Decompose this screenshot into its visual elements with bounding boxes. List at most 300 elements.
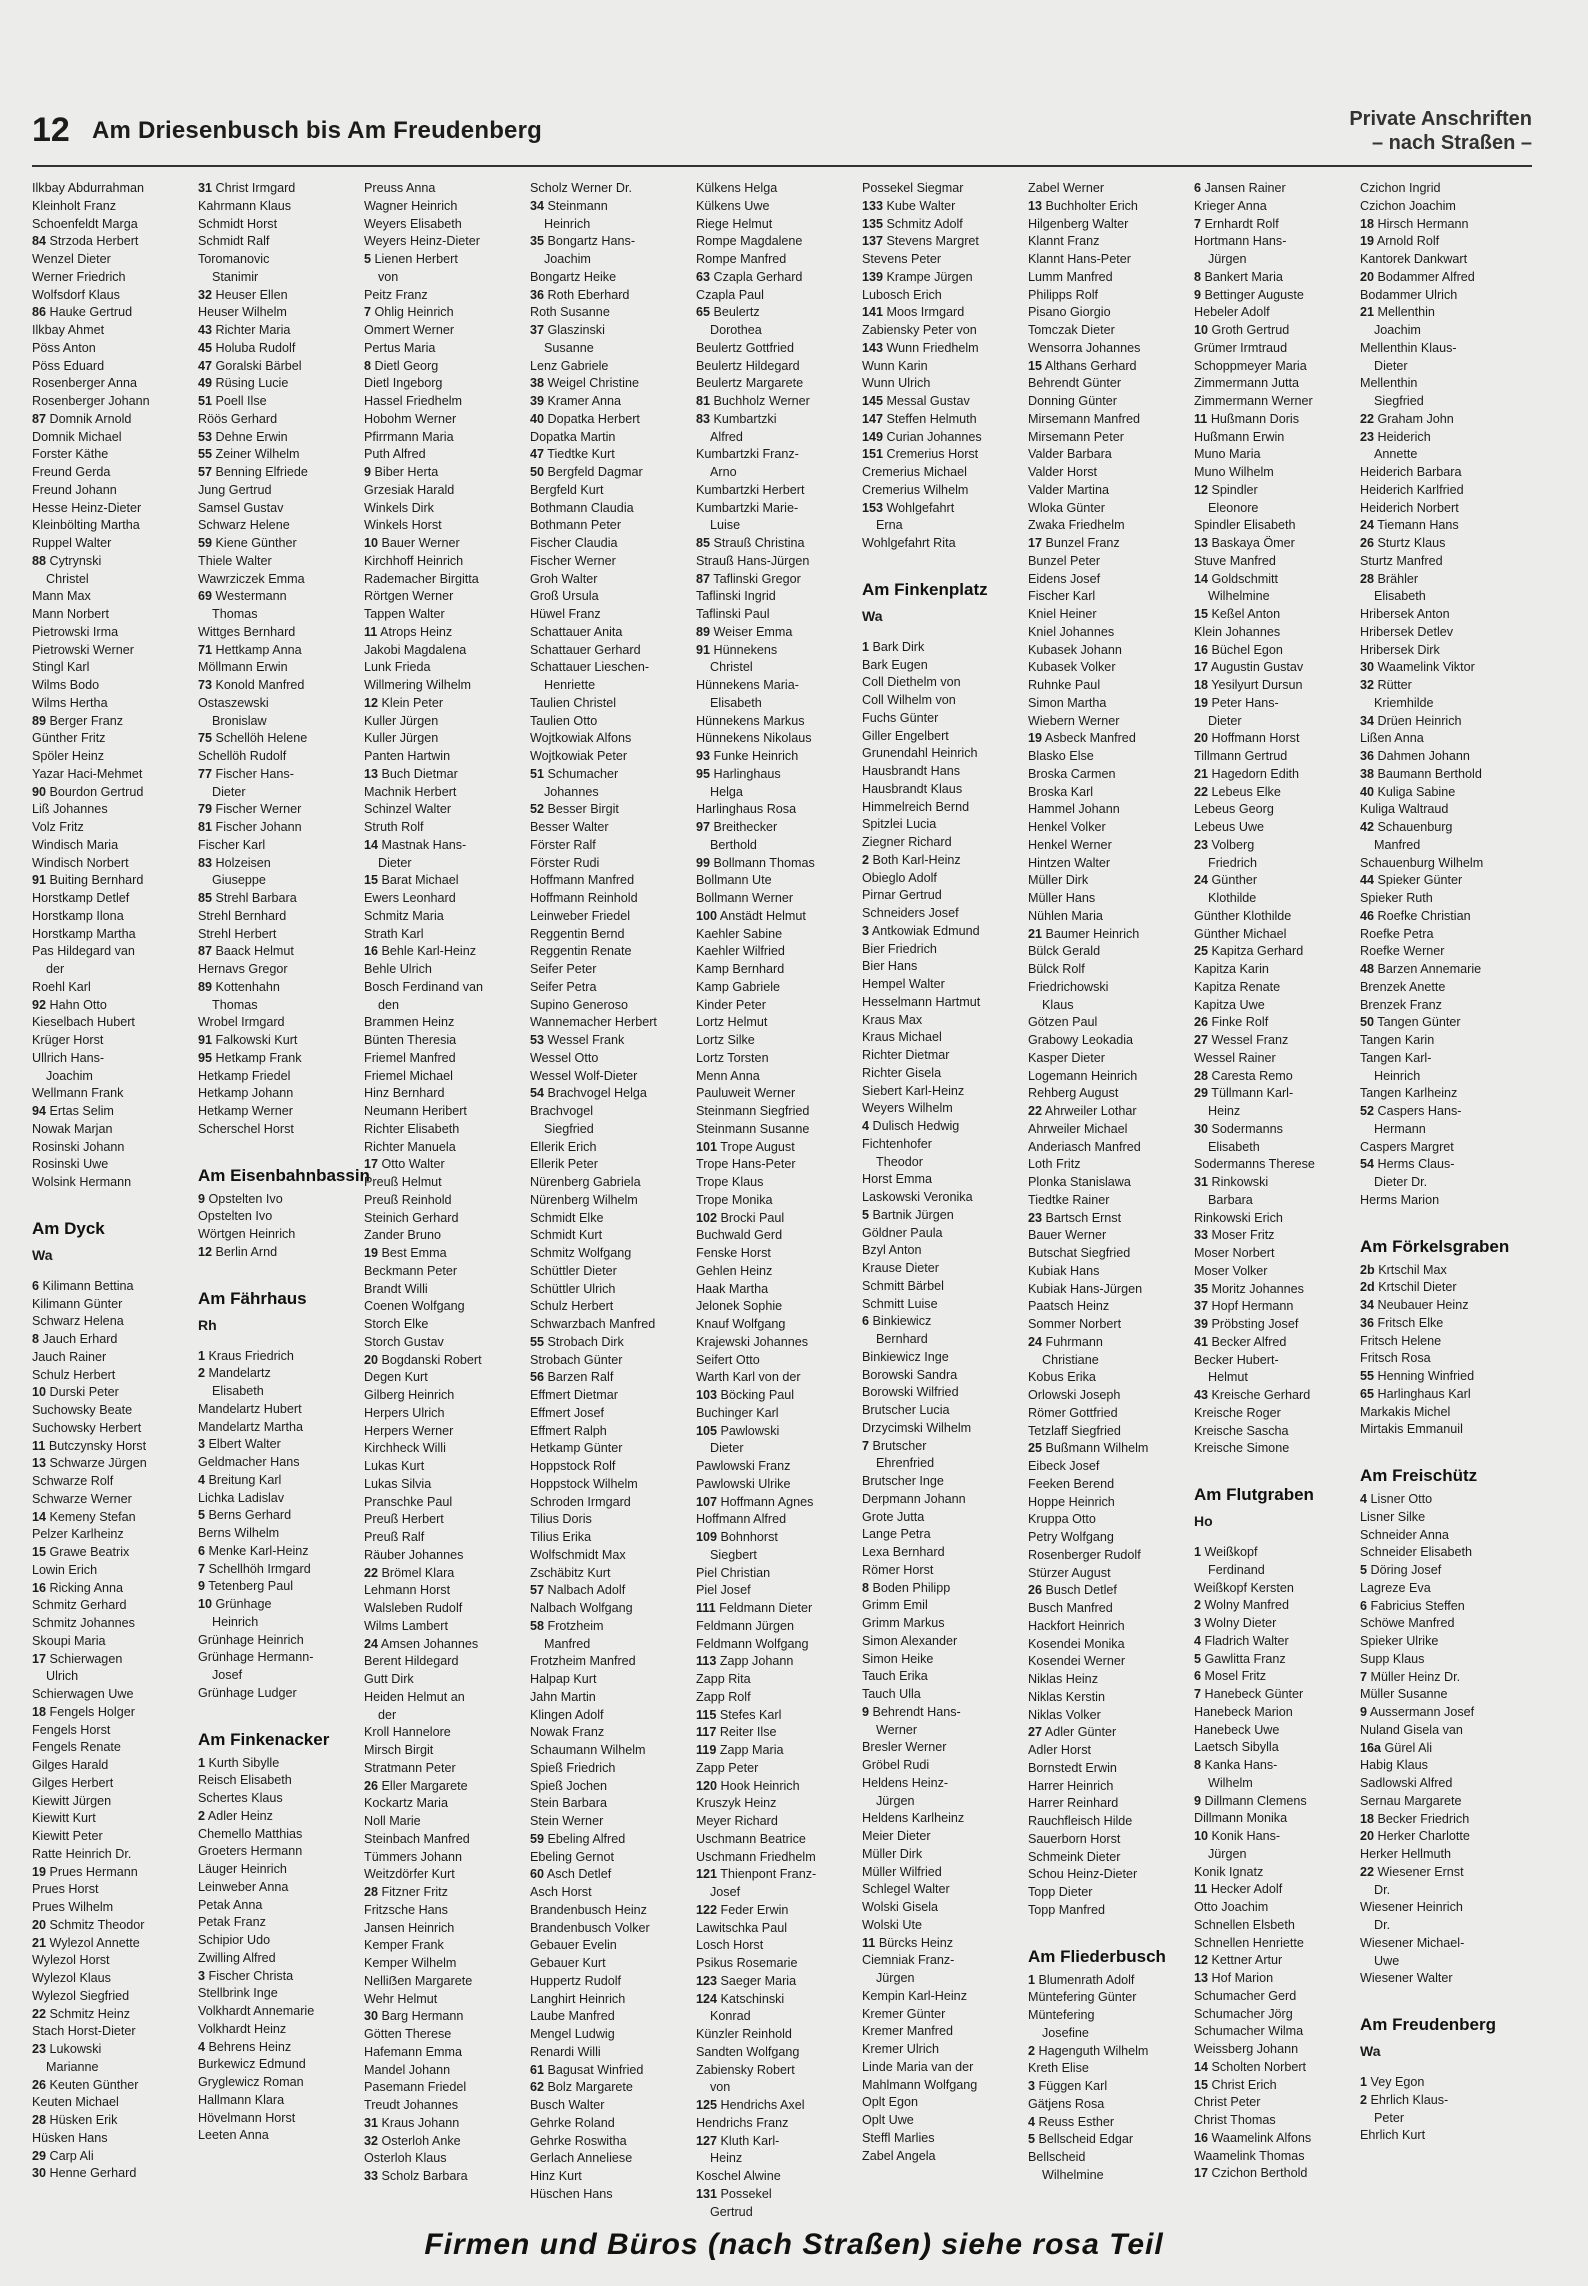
resident-entry: 20 Bodammer Alfred: [1360, 269, 1475, 284]
resident-entry: 9 Opstelten Ivo: [198, 1191, 283, 1206]
resident-entry: Seifert Otto: [696, 1352, 760, 1367]
column-4: [530, 180, 692, 2210]
resident-entry: Dillmann Monika: [1194, 1811, 1288, 1826]
house-number: 94: [32, 1104, 47, 1118]
resident-entry: Kiewitt Kurt: [32, 1811, 96, 1826]
resident-entry: Wunn Karin: [862, 358, 928, 373]
house-number: 149: [862, 429, 884, 444]
resident-entry: Burkewicz Edmund: [198, 2057, 306, 2072]
resident-entry: Jahn Martin: [530, 1689, 596, 1704]
house-number: 11: [1194, 1882, 1208, 1897]
resident-entry: Klein Johannes: [1194, 624, 1281, 639]
house-number: 81: [198, 820, 213, 834]
resident-entry: Hoffmann Manfred: [530, 873, 635, 888]
resident-entry: Valder Horst: [1028, 465, 1098, 479]
resident-entry: Grote Jutta: [862, 1509, 925, 1524]
resident-entry: Tiedtke Rainer: [1028, 1192, 1110, 1207]
house-number: 79: [198, 802, 213, 817]
resident-entry: Lukas Silvia: [364, 1476, 432, 1491]
resident-entry: Horstkamp Martha: [32, 926, 136, 941]
resident-entry: 19 Arnold Rolf: [1360, 234, 1440, 249]
resident-entry: Ahrweiler Michael: [1028, 1121, 1128, 1136]
resident-entry: 149 Curian Johannes: [862, 429, 982, 444]
resident-entry: 91 Falkowski Kurt: [198, 1033, 298, 1047]
resident-entry: Caspers Margret: [1360, 1139, 1454, 1154]
house-number: 8: [1194, 1758, 1202, 1772]
resident-entry: Gätjens Rosa: [1028, 2096, 1105, 2111]
resident-entry: 10 Groth Gertrud: [1194, 323, 1290, 337]
resident-entry: Schroden Irmgard: [530, 1494, 631, 1509]
resident-entry: Hempel Walter: [862, 977, 945, 991]
resident-entry: Jung Gertrud: [198, 482, 272, 497]
resident-entry: Hoppe Heinrich: [1028, 1494, 1115, 1509]
resident-entry: Loth Fritz: [1028, 1157, 1081, 1172]
resident-entry: 3 Wolny Dieter: [1194, 1616, 1277, 1630]
resident-entry: Piel Josef: [696, 1583, 751, 1598]
resident-entry: 19 Asbeck Manfred: [1028, 731, 1136, 746]
house-number: 16: [1194, 642, 1209, 657]
house-number: 9: [198, 1579, 206, 1594]
house-number: 5: [1028, 2132, 1036, 2147]
resident-entry: Windisch Maria: [32, 837, 119, 852]
resident-entry: Wiesener Heinrich: [1360, 1900, 1463, 1915]
resident-entry: Bothmann Claudia: [530, 500, 634, 515]
resident-entry: Tillmann Gertrud: [1194, 749, 1288, 763]
house-number: 65: [696, 305, 711, 320]
resident-entry: 8 Dietl Georg: [364, 358, 439, 373]
resident-entry: 30 Waamelink Viktor: [1360, 660, 1475, 675]
resident-entry: Kapitza Karin: [1194, 962, 1269, 976]
entry-continuation: Jürgen: [876, 1971, 915, 1985]
resident-entry: Giller Engelbert: [862, 728, 949, 743]
resident-entry: Klannt Hans-Peter: [1028, 252, 1131, 266]
resident-entry: Bongartz Heike: [530, 269, 617, 284]
house-number: 87: [32, 411, 47, 426]
resident-entry: Fichtenhofer: [862, 1136, 933, 1151]
resident-entry: Habig Klaus: [1360, 1758, 1428, 1773]
resident-entry: Ziegner Richard: [862, 835, 952, 849]
resident-entry: 25 Kapitza Gerhard: [1194, 944, 1304, 959]
resident-entry: Gryglewicz Roman: [198, 2075, 304, 2089]
house-number: 2d: [1360, 1280, 1375, 1295]
resident-entry: Heiderich Norbert: [1360, 500, 1459, 515]
page-header: [32, 105, 1532, 167]
resident-entry: Hetkamp Friedel: [198, 1068, 291, 1083]
resident-entry: 38 Baumann Berthold: [1360, 766, 1482, 781]
resident-entry: Kruppa Otto: [1028, 1512, 1096, 1527]
resident-entry: Dietl Ingeborg: [364, 376, 443, 391]
resident-entry: Riege Helmut: [696, 216, 773, 231]
resident-entry: Horst Emma: [862, 1172, 932, 1187]
resident-entry: Schnellen Henriette: [1194, 1935, 1304, 1950]
resident-entry: 28 Hüsken Erik: [32, 2113, 118, 2127]
resident-entry: Wilms Hertha: [32, 695, 108, 710]
resident-entry: Skoupi Maria: [32, 1633, 106, 1648]
resident-entry: Jelonek Sophie: [696, 1299, 783, 1314]
resident-entry: Göldner Paula: [862, 1225, 943, 1240]
house-number: 13: [1028, 198, 1043, 213]
resident-entry: Kiewitt Peter: [32, 1829, 103, 1843]
resident-entry: Waamelink Thomas: [1194, 2148, 1305, 2163]
entry-continuation: Dieter: [1208, 713, 1242, 728]
resident-entry: Herpers Werner: [364, 1423, 454, 1438]
resident-entry: Brandenbusch Heinz: [530, 1902, 647, 1917]
resident-entry: 4 Lisner Otto: [1360, 1492, 1433, 1506]
resident-entry: 7 Brutscher: [862, 1438, 927, 1453]
resident-entry: Lagreze Eva: [1360, 1580, 1431, 1595]
resident-entry: 20 Bogdanski Robert: [364, 1352, 482, 1367]
resident-entry: 40 Dopatka Herbert: [530, 411, 640, 426]
entry-continuation: Alfred: [710, 429, 743, 444]
resident-entry: Kremer Günter: [862, 2006, 946, 2021]
house-number: 100: [696, 908, 718, 923]
resident-entry: 59 Kiene Günther: [198, 536, 297, 550]
resident-entry: Hünnekens Nikolaus: [696, 731, 812, 746]
resident-entry: 84 Strzoda Herbert: [32, 234, 139, 249]
resident-entry: 133 Kube Walter: [862, 198, 956, 213]
resident-entry: Wohlgefahrt Rita: [862, 536, 956, 550]
resident-entry: 113 Zapp Johann: [696, 1654, 794, 1669]
resident-entry: Günther Klothilde: [1194, 908, 1292, 923]
entry-continuation: Siegfried: [1374, 394, 1424, 408]
resident-entry: Wilms Bodo: [32, 678, 100, 692]
house-number: 4: [198, 2039, 206, 2054]
resident-entry: Hobohm Werner: [364, 411, 457, 426]
resident-entry: Kirchheck Willi: [364, 1441, 446, 1456]
resident-entry: Brutscher Inge: [862, 1474, 944, 1488]
resident-entry: Tangen Karin: [1360, 1033, 1435, 1047]
resident-entry: Winkels Dirk: [364, 500, 434, 515]
resident-entry: Wolfschmidt Max: [530, 1547, 626, 1562]
house-number: 19: [1360, 234, 1375, 249]
resident-entry: Samsel Gustav: [198, 500, 284, 515]
resident-entry: 6 Mosel Fritz: [1194, 1669, 1267, 1684]
resident-entry: 36 Fritsch Elke: [1360, 1315, 1444, 1330]
resident-entry: Butschat Siegfried: [1028, 1246, 1131, 1260]
house-number: 120: [696, 1778, 718, 1793]
resident-entry: 1 Kraus Friedrich: [198, 1348, 294, 1363]
resident-entry: Konik Ignatz: [1194, 1864, 1264, 1879]
resident-entry: Hüwel Franz: [530, 607, 601, 621]
resident-entry: Harrer Heinrich: [1028, 1778, 1114, 1793]
house-number: 53: [198, 429, 213, 444]
resident-entry: Ellerik Peter: [530, 1157, 598, 1172]
house-number: 40: [530, 411, 545, 426]
resident-entry: 22 Ahrweiler Lothar: [1028, 1104, 1137, 1118]
house-number: 3: [1028, 2079, 1036, 2093]
resident-entry: Pfirrmann Maria: [364, 429, 454, 444]
section-label: [1349, 107, 1532, 155]
resident-entry: Scholz Werner Dr.: [530, 181, 632, 195]
resident-entry: 49 Rüsing Lucie: [198, 376, 289, 391]
resident-entry: Strehl Herbert: [198, 926, 277, 941]
resident-entry: Beckmann Peter: [364, 1263, 458, 1278]
house-number: 38: [1360, 766, 1375, 781]
resident-entry: 18 Fengels Holger: [32, 1704, 135, 1719]
house-number: 26: [1194, 1015, 1209, 1030]
entry-continuation: Dieter: [1374, 358, 1408, 373]
resident-entry: Kumbartzki Herbert: [696, 482, 805, 497]
resident-entry: Preuß Reinhold: [364, 1192, 452, 1207]
resident-entry: Brenzek Franz: [1360, 997, 1442, 1012]
resident-entry: Brandenbusch Volker: [530, 1920, 650, 1935]
resident-entry: Lisner Silke: [1360, 1509, 1426, 1524]
house-number: 7: [364, 305, 372, 320]
entry-continuation: Theodor: [876, 1154, 923, 1169]
resident-entry: Kroll Hannelore: [364, 1725, 451, 1740]
resident-entry: Werner Friedrich: [32, 269, 126, 284]
resident-entry: Wessel Otto: [530, 1050, 599, 1065]
resident-entry: Hövelmann Horst: [198, 2110, 296, 2125]
house-number: 18: [1194, 678, 1209, 692]
resident-entry: Blasko Else: [1028, 749, 1094, 763]
resident-entry: Volkhardt Heinz: [198, 2021, 287, 2036]
resident-entry: Hebeler Adolf: [1194, 305, 1270, 320]
resident-entry: 18 Becker Friedrich: [1360, 1811, 1470, 1826]
resident-entry: Hafemann Emma: [364, 2044, 462, 2059]
house-number: 87: [696, 571, 711, 586]
resident-entry: 11 Bürcks Heinz: [862, 1935, 954, 1950]
house-number: 7: [1360, 1669, 1368, 1684]
resident-entry: Coenen Wolfgang: [364, 1299, 465, 1314]
resident-entry: Lubosch Erich: [862, 287, 942, 302]
resident-entry: 87 Taflinski Gregor: [696, 571, 801, 586]
house-number: 85: [198, 891, 213, 905]
resident-entry: Mirsch Birgit: [364, 1743, 434, 1757]
resident-entry: 83 Kumbartzki: [696, 411, 777, 426]
district-code: Wa: [1360, 2043, 1381, 2059]
resident-entry: 23 Volberg: [1194, 837, 1255, 852]
resident-entry: Sandten Wolfgang: [696, 2044, 800, 2059]
house-number: 1: [1360, 2075, 1368, 2089]
house-number: 115: [696, 1707, 717, 1722]
house-number: 36: [1360, 749, 1375, 763]
resident-entry: Kapitza Renate: [1194, 979, 1281, 994]
resident-entry: Puth Alfred: [364, 447, 426, 462]
resident-entry: Wloka Günter: [1028, 500, 1105, 515]
resident-entry: 28 Brähler: [1360, 571, 1419, 586]
resident-entry: Kremer Ulrich: [862, 2042, 939, 2056]
resident-entry: 89 Kottenhahn: [198, 979, 280, 994]
district-code: Wa: [32, 1246, 53, 1263]
resident-entry: Kockartz Maria: [364, 1796, 448, 1811]
resident-entry: Steinich Gerhard: [364, 1210, 459, 1225]
resident-entry: Neumann Heribert: [364, 1104, 467, 1118]
resident-entry: Psikus Rosemarie: [696, 1956, 798, 1970]
resident-entry: 19 Peter Hans-: [1194, 695, 1279, 710]
resident-entry: 22 Brömel Klara: [364, 1565, 455, 1580]
street-heading: Am Eisenbahnbassin: [198, 1165, 370, 1185]
house-number: 90: [32, 784, 47, 799]
resident-entry: Volkhardt Annemarie: [198, 2004, 315, 2018]
resident-entry: 1 Vey Egon: [1360, 2075, 1425, 2089]
resident-entry: Gilberg Heinrich: [364, 1388, 455, 1402]
resident-entry: 30 Barg Hermann: [364, 2009, 464, 2024]
resident-entry: 51 Schumacher: [530, 766, 619, 781]
resident-entry: Obieglo Adolf: [862, 870, 937, 885]
resident-entry: Gerlach Anneliese: [530, 2151, 633, 2166]
resident-entry: Hernavs Gregor: [198, 962, 288, 976]
resident-entry: Zwilling Alfred: [198, 1950, 276, 1965]
resident-entry: Wunn Ulrich: [862, 376, 931, 391]
resident-entry: 27 Adler Günter: [1028, 1725, 1117, 1740]
resident-entry: Kiewitt Jürgen: [32, 1793, 112, 1808]
house-number: 6: [1194, 1669, 1202, 1684]
resident-entry: 41 Becker Alfred: [1194, 1334, 1287, 1349]
resident-entry: Kleinbölting Martha: [32, 518, 140, 533]
resident-entry: Schellöh Rudolf: [198, 749, 287, 763]
resident-entry: 61 Bagusat Winfried: [530, 2062, 644, 2077]
resident-entry: 17 Bunzel Franz: [1028, 536, 1120, 550]
resident-entry: Topp Dieter: [1028, 1885, 1093, 1899]
resident-entry: Tilius Erika: [530, 1530, 592, 1544]
house-number: 22: [364, 1565, 379, 1580]
resident-entry: 91 Buiting Bernhard: [32, 873, 144, 888]
resident-entry: Müller Dirk: [1028, 873, 1089, 888]
entry-continuation: Jürgen: [876, 1793, 915, 1808]
resident-entry: Kemper Wilhelm: [364, 1956, 457, 1970]
resident-entry: 2 Both Karl-Heinz: [862, 852, 961, 867]
resident-entry: Wylezol Siegfried: [32, 1988, 130, 2003]
house-number: 41: [1194, 1334, 1209, 1349]
house-number: 16: [1194, 2130, 1209, 2145]
house-number: 18: [32, 1704, 47, 1719]
resident-entry: 1 Blumenrath Adolf: [1028, 1972, 1135, 1987]
resident-entry: 47 Tiedtke Kurt: [530, 447, 615, 462]
resident-entry: 17 Otto Walter: [364, 1157, 445, 1172]
house-number: 23: [1028, 1210, 1043, 1225]
resident-entry: Beulertz Hildegard: [696, 358, 800, 373]
resident-entry: Ehrlich Kurt: [1360, 2128, 1426, 2143]
resident-entry: Leeten Anna: [198, 2128, 269, 2143]
resident-entry: Pertus Maria: [364, 340, 436, 355]
resident-entry: 11 Hußmann Doris: [1194, 411, 1300, 426]
resident-entry: Becker Hubert-: [1194, 1352, 1279, 1367]
house-number: 24: [1194, 873, 1209, 888]
entry-continuation: Werner: [876, 1722, 918, 1737]
resident-entry: Feldmann Jürgen: [696, 1618, 795, 1633]
house-number: 51: [198, 394, 213, 408]
resident-entry: Bodammer Ulrich: [1360, 287, 1458, 302]
resident-entry: 19 Prues Hermann: [32, 1864, 138, 1879]
house-number: 56: [530, 1370, 545, 1385]
resident-entry: 18 Hirsch Hermann: [1360, 216, 1469, 231]
resident-entry: Nowak Marjan: [32, 1121, 113, 1136]
house-number: 24: [364, 1636, 379, 1651]
resident-entry: Fischer Claudia: [530, 536, 618, 550]
resident-entry: 120 Hook Heinrich: [696, 1778, 800, 1793]
resident-entry: Mandelartz Hubert: [198, 1401, 302, 1416]
resident-entry: Tangen Karl-: [1360, 1050, 1432, 1065]
resident-entry: Schmitz Gerhard: [32, 1598, 127, 1613]
resident-entry: Kuller Jürgen: [364, 713, 439, 728]
entry-continuation: Ferdinand: [1208, 1562, 1265, 1577]
resident-entry: Topp Manfred: [1028, 1902, 1106, 1917]
resident-entry: 63 Czapla Gerhard: [696, 269, 803, 284]
resident-entry: 16 Waamelink Alfons: [1194, 2130, 1312, 2145]
entry-continuation: Dieter Dr.: [1374, 1175, 1428, 1189]
resident-entry: Heuser Wilhelm: [198, 305, 287, 320]
resident-entry: 151 Cremerius Horst: [862, 447, 979, 462]
resident-entry: Hesse Heinz-Dieter: [32, 500, 142, 515]
resident-entry: Reggentin Renate: [530, 944, 632, 959]
resident-entry: Schmidt Horst: [198, 216, 278, 231]
resident-entry: 4 Reuss Esther: [1028, 2114, 1115, 2129]
resident-entry: Tauch Ulla: [862, 1687, 921, 1701]
resident-entry: 95 Harlinghaus: [696, 766, 781, 781]
entry-continuation: Elisabeth: [710, 695, 762, 710]
resident-entry: Mann Norbert: [32, 607, 109, 621]
resident-entry: Richter Manuela: [364, 1139, 456, 1154]
entry-continuation: Josefine: [1042, 2025, 1089, 2040]
house-number: 89: [696, 624, 711, 639]
resident-entry: Schmidt Elke: [530, 1210, 604, 1225]
house-number: 60: [530, 1867, 545, 1882]
house-number: 8: [862, 1580, 870, 1595]
resident-entry: Hendrichs Franz: [696, 2115, 789, 2130]
entry-continuation: Dr.: [1374, 1918, 1391, 1932]
entry-continuation: Klaus: [1042, 997, 1074, 1012]
house-number: 36: [1360, 1315, 1375, 1330]
resident-entry: Possekel Siegmar: [862, 181, 964, 195]
house-number: 71: [198, 642, 213, 657]
resident-entry: Geldmacher Hans: [198, 1455, 300, 1469]
house-number: 73: [198, 678, 213, 692]
resident-entry: Klingen Adolf: [530, 1707, 604, 1722]
resident-entry: Fischer Werner: [530, 553, 616, 568]
resident-entry: Laube Manfred: [530, 2009, 615, 2024]
house-number: 13: [32, 1456, 47, 1471]
house-number: 30: [1360, 660, 1375, 675]
resident-entry: Ostaszewski: [198, 695, 269, 710]
house-number: 43: [1194, 1388, 1209, 1402]
resident-entry: Müller Susanne: [1360, 1687, 1448, 1702]
resident-entry: 65 Harlinghaus Karl: [1360, 1386, 1471, 1401]
resident-entry: 2 Ehrlich Klaus-: [1360, 2092, 1449, 2107]
house-number: 7: [198, 1561, 206, 1576]
resident-entry: Kuller Jürgen: [364, 731, 439, 746]
house-number: 25: [1194, 944, 1209, 959]
house-number: 103: [696, 1388, 718, 1402]
resident-entry: Gröbel Rudi: [862, 1758, 930, 1772]
house-number: 55: [198, 447, 213, 462]
entry-continuation: Heinrich: [544, 216, 591, 231]
resident-entry: Fritzsche Hans: [364, 1902, 448, 1917]
resident-entry: Preuß Ralf: [364, 1530, 425, 1544]
resident-entry: 4 Dulisch Hedwig: [862, 1119, 960, 1133]
house-number: 99: [696, 855, 711, 870]
resident-entry: 101 Trope August: [696, 1139, 795, 1154]
house-number: 23: [1194, 837, 1209, 852]
resident-entry: Pawlowski Franz: [696, 1459, 791, 1473]
resident-entry: Lortz Silke: [696, 1033, 755, 1047]
house-number: 11: [364, 624, 378, 639]
house-number: 20: [32, 1917, 47, 1932]
house-number: 1: [862, 639, 870, 654]
house-number: 111: [696, 1601, 716, 1615]
resident-entry: Eibeck Josef: [1028, 1459, 1100, 1473]
resident-entry: Bier Hans: [862, 959, 918, 974]
resident-entry: Hilgenberg Walter: [1028, 216, 1129, 231]
resident-entry: Trope Klaus: [696, 1175, 764, 1189]
house-number: 89: [198, 979, 213, 994]
resident-entry: Stürzer August: [1028, 1565, 1111, 1580]
resident-entry: Lange Petra: [862, 1527, 931, 1542]
house-number: 51: [530, 766, 545, 781]
house-number: 8: [1194, 269, 1202, 284]
resident-entry: Plonka Stanislawa: [1028, 1175, 1131, 1189]
resident-entry: Schmitt Luise: [862, 1296, 938, 1311]
